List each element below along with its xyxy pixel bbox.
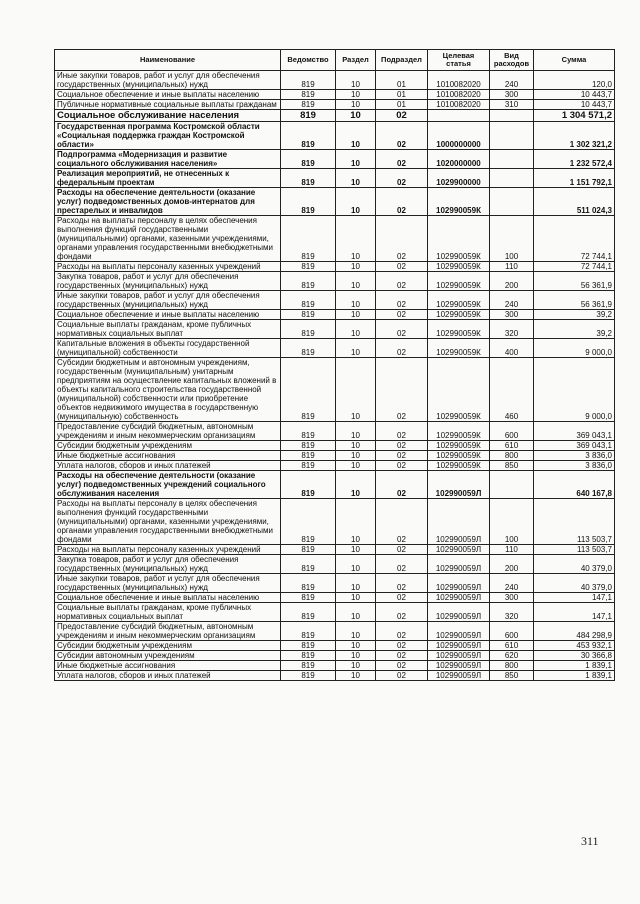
- table-row: [55, 188, 615, 216]
- cell-vedomstvo: 819: [281, 441, 336, 451]
- cell-razdel: 10: [336, 545, 376, 555]
- cell-podrazdel: 02: [376, 461, 428, 471]
- col-header-sum: Сумма: [534, 50, 615, 71]
- cell-sum: 511 024,3: [534, 188, 615, 216]
- table-row: [55, 651, 615, 661]
- table-row: [55, 555, 615, 574]
- cell-podrazdel: 02: [376, 651, 428, 661]
- table-row: [55, 545, 615, 555]
- table-row: [55, 461, 615, 471]
- cell-podrazdel: 02: [376, 593, 428, 603]
- cell-razdel: 10: [336, 310, 376, 320]
- cell-vedomstvo: 819: [281, 90, 336, 100]
- cell-razdel: 10: [336, 291, 376, 310]
- cell-podrazdel: 02: [376, 188, 428, 216]
- cell-target-article: 1020000000: [428, 150, 490, 169]
- cell-target-article: 102990059Л: [428, 661, 490, 671]
- cell-sum: 484 298,9: [534, 622, 615, 641]
- table-row: [55, 603, 615, 622]
- cell-vedomstvo: 819: [281, 603, 336, 622]
- cell-vedomstvo: 819: [281, 574, 336, 593]
- cell-sum: 113 503,7: [534, 545, 615, 555]
- cell-name: Государственная программа Костромской области «Социальная поддержка граждан Костромской области»: [55, 122, 281, 150]
- cell-razdel: 10: [336, 320, 376, 339]
- cell-target-article: 1000000000: [428, 122, 490, 150]
- cell-target-article: 1010082020: [428, 71, 490, 90]
- cell-sum: 9 000,0: [534, 358, 615, 422]
- cell-name: Расходы на обеспечение деятельности (оказание услуг) подведомственных домов-интернатов для престарелых и инвалидов: [55, 188, 281, 216]
- cell-razdel: 10: [336, 262, 376, 272]
- col-header-razdel: Раздел: [336, 50, 376, 71]
- cell-vedomstvo: 819: [281, 100, 336, 110]
- cell-sum: 56 361,9: [534, 291, 615, 310]
- table-row: [55, 358, 615, 422]
- table-row: [55, 122, 615, 150]
- cell-name: Публичные нормативные социальные выплаты гражданам: [55, 100, 281, 110]
- table-body: [55, 71, 615, 681]
- cell-razdel: 10: [336, 461, 376, 471]
- cell-razdel: 10: [336, 651, 376, 661]
- cell-razdel: 10: [336, 641, 376, 651]
- cell-razdel: 10: [336, 150, 376, 169]
- cell-expense-type: 100: [490, 499, 534, 545]
- col-header-podrazdel: Подраздел: [376, 50, 428, 71]
- col-header-target-article: Целевая статья: [428, 50, 490, 71]
- cell-name: Социальные выплаты гражданам, кроме публичных нормативных социальных выплат: [55, 603, 281, 622]
- cell-expense-type: 400: [490, 339, 534, 358]
- cell-podrazdel: 02: [376, 339, 428, 358]
- table-row: [55, 574, 615, 593]
- col-header-expense-type: Вид расходов: [490, 50, 534, 71]
- cell-podrazdel: 01: [376, 71, 428, 90]
- cell-target-article: 102990059Л: [428, 471, 490, 499]
- table-row: [55, 90, 615, 100]
- cell-target-article: 102990059К: [428, 310, 490, 320]
- cell-razdel: 10: [336, 603, 376, 622]
- cell-name: Расходы на обеспечение деятельности (оказание услуг) подведомственных учреждений социального обслуживания населения: [55, 471, 281, 499]
- cell-podrazdel: 02: [376, 555, 428, 574]
- table-row: [55, 593, 615, 603]
- cell-name: Субсидии бюджетным и автономным учреждениям, государственным (муниципальным) унитарным предприятиям на осуществление капитальных вложений в объекты капитального строительства государственной (муниципальной) собственности или приобретение объектов недвижимого имущества в государственную (муниципальную) собственность: [55, 358, 281, 422]
- cell-name: Иные бюджетные ассигнования: [55, 451, 281, 461]
- cell-vedomstvo: 819: [281, 499, 336, 545]
- cell-podrazdel: 02: [376, 471, 428, 499]
- cell-vedomstvo: 819: [281, 358, 336, 422]
- cell-razdel: 10: [336, 574, 376, 593]
- cell-podrazdel: 02: [376, 574, 428, 593]
- cell-sum: 1 302 321,2: [534, 122, 615, 150]
- cell-name: Субсидии бюджетным учреждениям: [55, 641, 281, 651]
- cell-vedomstvo: 819: [281, 555, 336, 574]
- cell-target-article: 102990059К: [428, 291, 490, 310]
- cell-name: Субсидии автономным учреждениям: [55, 651, 281, 661]
- cell-sum: 453 932,1: [534, 641, 615, 651]
- cell-expense-type: 240: [490, 71, 534, 90]
- cell-expense-type: 850: [490, 461, 534, 471]
- cell-target-article: 102990059Л: [428, 545, 490, 555]
- table-row: [55, 262, 615, 272]
- cell-razdel: 10: [336, 555, 376, 574]
- cell-podrazdel: 02: [376, 122, 428, 150]
- cell-expense-type: 610: [490, 441, 534, 451]
- cell-sum: 640 167,8: [534, 471, 615, 499]
- budget-table-sheet: [54, 49, 614, 681]
- cell-expense-type: [490, 169, 534, 188]
- cell-razdel: 10: [336, 661, 376, 671]
- cell-name: Иные закупки товаров, работ и услуг для обеспечения государственных (муниципальных) нужд: [55, 574, 281, 593]
- cell-expense-type: 300: [490, 90, 534, 100]
- page-number: 311: [581, 834, 599, 848]
- cell-expense-type: [490, 150, 534, 169]
- cell-sum: 9 000,0: [534, 339, 615, 358]
- cell-expense-type: [490, 471, 534, 499]
- cell-target-article: 102990059К: [428, 188, 490, 216]
- cell-razdel: 10: [336, 110, 376, 122]
- cell-expense-type: [490, 188, 534, 216]
- cell-sum: 72 744,1: [534, 262, 615, 272]
- cell-podrazdel: 02: [376, 169, 428, 188]
- cell-name: Расходы на выплаты персоналу казенных учреждений: [55, 262, 281, 272]
- cell-name: Закупка товаров, работ и услуг для обеспечения государственных (муниципальных) нужд: [55, 555, 281, 574]
- cell-podrazdel: 02: [376, 262, 428, 272]
- cell-podrazdel: 02: [376, 422, 428, 441]
- cell-expense-type: 240: [490, 291, 534, 310]
- cell-expense-type: 320: [490, 603, 534, 622]
- cell-name: Иные закупки товаров, работ и услуг для обеспечения государственных (муниципальных) нужд: [55, 71, 281, 90]
- cell-sum: 1 151 792,1: [534, 169, 615, 188]
- cell-vedomstvo: 819: [281, 188, 336, 216]
- cell-vedomstvo: 819: [281, 310, 336, 320]
- cell-vedomstvo: 819: [281, 422, 336, 441]
- table-row: [55, 310, 615, 320]
- cell-sum: 30 366,8: [534, 651, 615, 661]
- cell-target-article: 102990059Л: [428, 593, 490, 603]
- cell-target-article: 102990059К: [428, 461, 490, 471]
- cell-razdel: 10: [336, 188, 376, 216]
- table-row: [55, 499, 615, 545]
- cell-name: Уплата налогов, сборов и иных платежей: [55, 461, 281, 471]
- cell-razdel: 10: [336, 422, 376, 441]
- budget-table: [54, 49, 615, 681]
- cell-razdel: 10: [336, 622, 376, 641]
- cell-razdel: 10: [336, 451, 376, 461]
- cell-target-article: 102990059Л: [428, 555, 490, 574]
- table-row: [55, 100, 615, 110]
- cell-expense-type: 460: [490, 358, 534, 422]
- cell-target-article: 102990059Л: [428, 574, 490, 593]
- cell-vedomstvo: 819: [281, 651, 336, 661]
- cell-vedomstvo: 819: [281, 320, 336, 339]
- cell-podrazdel: 02: [376, 441, 428, 451]
- cell-name: Субсидии бюджетным учреждениям: [55, 441, 281, 451]
- cell-podrazdel: 02: [376, 641, 428, 651]
- table-row: [55, 671, 615, 681]
- cell-name: Предоставление субсидий бюджетным, автономным учреждениям и иным некоммерческим организациям: [55, 422, 281, 441]
- cell-name: Расходы на выплаты персоналу казенных учреждений: [55, 545, 281, 555]
- table-row: [55, 641, 615, 651]
- table-row: [55, 320, 615, 339]
- cell-razdel: 10: [336, 358, 376, 422]
- cell-vedomstvo: 819: [281, 272, 336, 291]
- cell-name: Социальные выплаты гражданам, кроме публичных нормативных социальных выплат: [55, 320, 281, 339]
- cell-target-article: 102990059Л: [428, 622, 490, 641]
- table-row: [55, 422, 615, 441]
- cell-sum: 147,1: [534, 603, 615, 622]
- cell-vedomstvo: 819: [281, 593, 336, 603]
- cell-target-article: 1010082020: [428, 90, 490, 100]
- cell-sum: 40 379,0: [534, 574, 615, 593]
- cell-vedomstvo: 819: [281, 461, 336, 471]
- cell-podrazdel: 02: [376, 150, 428, 169]
- cell-podrazdel: 02: [376, 320, 428, 339]
- cell-name: Реализация мероприятий, не отнесенных к федеральным проектам: [55, 169, 281, 188]
- cell-sum: 3 836,0: [534, 461, 615, 471]
- table-header-row: [55, 50, 615, 71]
- cell-razdel: 10: [336, 339, 376, 358]
- cell-sum: 10 443,7: [534, 90, 615, 100]
- cell-sum: 147,1: [534, 593, 615, 603]
- cell-expense-type: 850: [490, 671, 534, 681]
- cell-expense-type: 600: [490, 422, 534, 441]
- cell-target-article: 102990059К: [428, 339, 490, 358]
- cell-expense-type: 800: [490, 451, 534, 461]
- cell-target-article: 102990059Л: [428, 499, 490, 545]
- cell-vedomstvo: 819: [281, 641, 336, 651]
- table-row: [55, 291, 615, 310]
- cell-expense-type: 200: [490, 555, 534, 574]
- cell-name: Иные бюджетные ассигнования: [55, 661, 281, 671]
- cell-podrazdel: 01: [376, 100, 428, 110]
- cell-vedomstvo: 819: [281, 71, 336, 90]
- table-row: [55, 216, 615, 262]
- cell-target-article: 102990059К: [428, 262, 490, 272]
- cell-name: Социальное обеспечение и иные выплаты населению: [55, 310, 281, 320]
- cell-sum: 120,0: [534, 71, 615, 90]
- table-row: [55, 169, 615, 188]
- cell-podrazdel: 02: [376, 661, 428, 671]
- cell-target-article: 102990059К: [428, 441, 490, 451]
- cell-sum: 10 443,7: [534, 100, 615, 110]
- table-row: [55, 441, 615, 451]
- table-row: [55, 110, 615, 122]
- cell-podrazdel: 02: [376, 451, 428, 461]
- table-row: [55, 451, 615, 461]
- cell-vedomstvo: 819: [281, 110, 336, 122]
- table-row: [55, 150, 615, 169]
- cell-expense-type: 300: [490, 310, 534, 320]
- cell-target-article: 102990059К: [428, 216, 490, 262]
- cell-expense-type: 620: [490, 651, 534, 661]
- cell-sum: 369 043,1: [534, 441, 615, 451]
- col-header-name: Наименование: [55, 50, 281, 71]
- cell-vedomstvo: 819: [281, 451, 336, 461]
- cell-target-article: 102990059К: [428, 358, 490, 422]
- cell-expense-type: 320: [490, 320, 534, 339]
- cell-target-article: 102990059К: [428, 272, 490, 291]
- cell-vedomstvo: 819: [281, 671, 336, 681]
- cell-sum: 39,2: [534, 320, 615, 339]
- cell-razdel: 10: [336, 593, 376, 603]
- cell-vedomstvo: 819: [281, 291, 336, 310]
- cell-razdel: 10: [336, 90, 376, 100]
- cell-target-article: 102990059Л: [428, 641, 490, 651]
- cell-vedomstvo: 819: [281, 216, 336, 262]
- cell-vedomstvo: 819: [281, 122, 336, 150]
- cell-expense-type: 110: [490, 262, 534, 272]
- cell-name: Предоставление субсидий бюджетным, автономным учреждениям и иным некоммерческим организациям: [55, 622, 281, 641]
- table-row: [55, 272, 615, 291]
- cell-name: Социальное обеспечение и иные выплаты населению: [55, 90, 281, 100]
- cell-podrazdel: 02: [376, 499, 428, 545]
- cell-name: Подпрограмма «Модернизация и развитие социального обслуживания населения»: [55, 150, 281, 169]
- table-row: [55, 622, 615, 641]
- cell-podrazdel: 02: [376, 622, 428, 641]
- cell-vedomstvo: 819: [281, 622, 336, 641]
- table-row: [55, 661, 615, 671]
- cell-vedomstvo: 819: [281, 150, 336, 169]
- cell-sum: 56 361,9: [534, 272, 615, 291]
- cell-expense-type: 310: [490, 100, 534, 110]
- cell-podrazdel: 02: [376, 310, 428, 320]
- cell-vedomstvo: 819: [281, 545, 336, 555]
- cell-podrazdel: 02: [376, 110, 428, 122]
- cell-sum: 3 836,0: [534, 451, 615, 461]
- cell-expense-type: [490, 122, 534, 150]
- cell-podrazdel: 02: [376, 272, 428, 291]
- cell-vedomstvo: 819: [281, 471, 336, 499]
- cell-podrazdel: 02: [376, 603, 428, 622]
- cell-podrazdel: 02: [376, 216, 428, 262]
- cell-podrazdel: 02: [376, 358, 428, 422]
- cell-expense-type: 600: [490, 622, 534, 641]
- cell-target-article: 1010082020: [428, 100, 490, 110]
- cell-razdel: 10: [336, 471, 376, 499]
- cell-expense-type: 300: [490, 593, 534, 603]
- cell-podrazdel: 02: [376, 291, 428, 310]
- cell-sum: 40 379,0: [534, 555, 615, 574]
- cell-razdel: 10: [336, 216, 376, 262]
- cell-target-article: [428, 110, 490, 122]
- cell-name: Иные закупки товаров, работ и услуг для обеспечения государственных (муниципальных) нужд: [55, 291, 281, 310]
- cell-podrazdel: 01: [376, 90, 428, 100]
- cell-name: Социальное обеспечение и иные выплаты населению: [55, 593, 281, 603]
- cell-expense-type: 110: [490, 545, 534, 555]
- cell-razdel: 10: [336, 441, 376, 451]
- cell-target-article: 102990059Л: [428, 651, 490, 661]
- cell-name: Расходы на выплаты персоналу в целях обеспечения выполнения функций государственными (муниципальными) органами, казенными учреждениями, органами управления государственными внебюджетными фондами: [55, 499, 281, 545]
- cell-expense-type: 100: [490, 216, 534, 262]
- cell-target-article: 102990059К: [428, 451, 490, 461]
- cell-expense-type: 200: [490, 272, 534, 291]
- cell-razdel: 10: [336, 71, 376, 90]
- cell-razdel: 10: [336, 671, 376, 681]
- cell-sum: 1 839,1: [534, 661, 615, 671]
- cell-vedomstvo: 819: [281, 661, 336, 671]
- cell-razdel: 10: [336, 122, 376, 150]
- cell-podrazdel: 02: [376, 671, 428, 681]
- cell-razdel: 10: [336, 100, 376, 110]
- cell-name: Закупка товаров, работ и услуг для обеспечения государственных (муниципальных) нужд: [55, 272, 281, 291]
- cell-sum: 1 232 572,4: [534, 150, 615, 169]
- table-row: [55, 339, 615, 358]
- col-header-vedomstvo: Ведомство: [281, 50, 336, 71]
- cell-target-article: 102990059К: [428, 422, 490, 441]
- cell-name: Расходы на выплаты персоналу в целях обеспечения выполнения функций государственными (муниципальными) органами, казенными учреждениями, органами управления государственными внебюджетными фондами: [55, 216, 281, 262]
- cell-target-article: 102990059Л: [428, 603, 490, 622]
- table-row: [55, 471, 615, 499]
- cell-sum: 1 304 571,2: [534, 110, 615, 122]
- cell-sum: 72 744,1: [534, 216, 615, 262]
- cell-name: Уплата налогов, сборов и иных платежей: [55, 671, 281, 681]
- cell-expense-type: [490, 110, 534, 122]
- cell-vedomstvo: 819: [281, 262, 336, 272]
- cell-sum: 39,2: [534, 310, 615, 320]
- cell-sum: 369 043,1: [534, 422, 615, 441]
- cell-expense-type: 800: [490, 661, 534, 671]
- cell-vedomstvo: 819: [281, 169, 336, 188]
- cell-target-article: 102990059К: [428, 320, 490, 339]
- cell-expense-type: 240: [490, 574, 534, 593]
- cell-razdel: 10: [336, 169, 376, 188]
- cell-target-article: 1029900000: [428, 169, 490, 188]
- cell-razdel: 10: [336, 499, 376, 545]
- cell-expense-type: 610: [490, 641, 534, 651]
- cell-name: Капитальные вложения в объекты государственной (муниципальной) собственности: [55, 339, 281, 358]
- cell-sum: 1 839,1: [534, 671, 615, 681]
- cell-razdel: 10: [336, 272, 376, 291]
- cell-name: Социальное обслуживание населения: [55, 110, 281, 122]
- cell-vedomstvo: 819: [281, 339, 336, 358]
- cell-sum: 113 503,7: [534, 499, 615, 545]
- table-row: [55, 71, 615, 90]
- cell-target-article: 102990059Л: [428, 671, 490, 681]
- cell-podrazdel: 02: [376, 545, 428, 555]
